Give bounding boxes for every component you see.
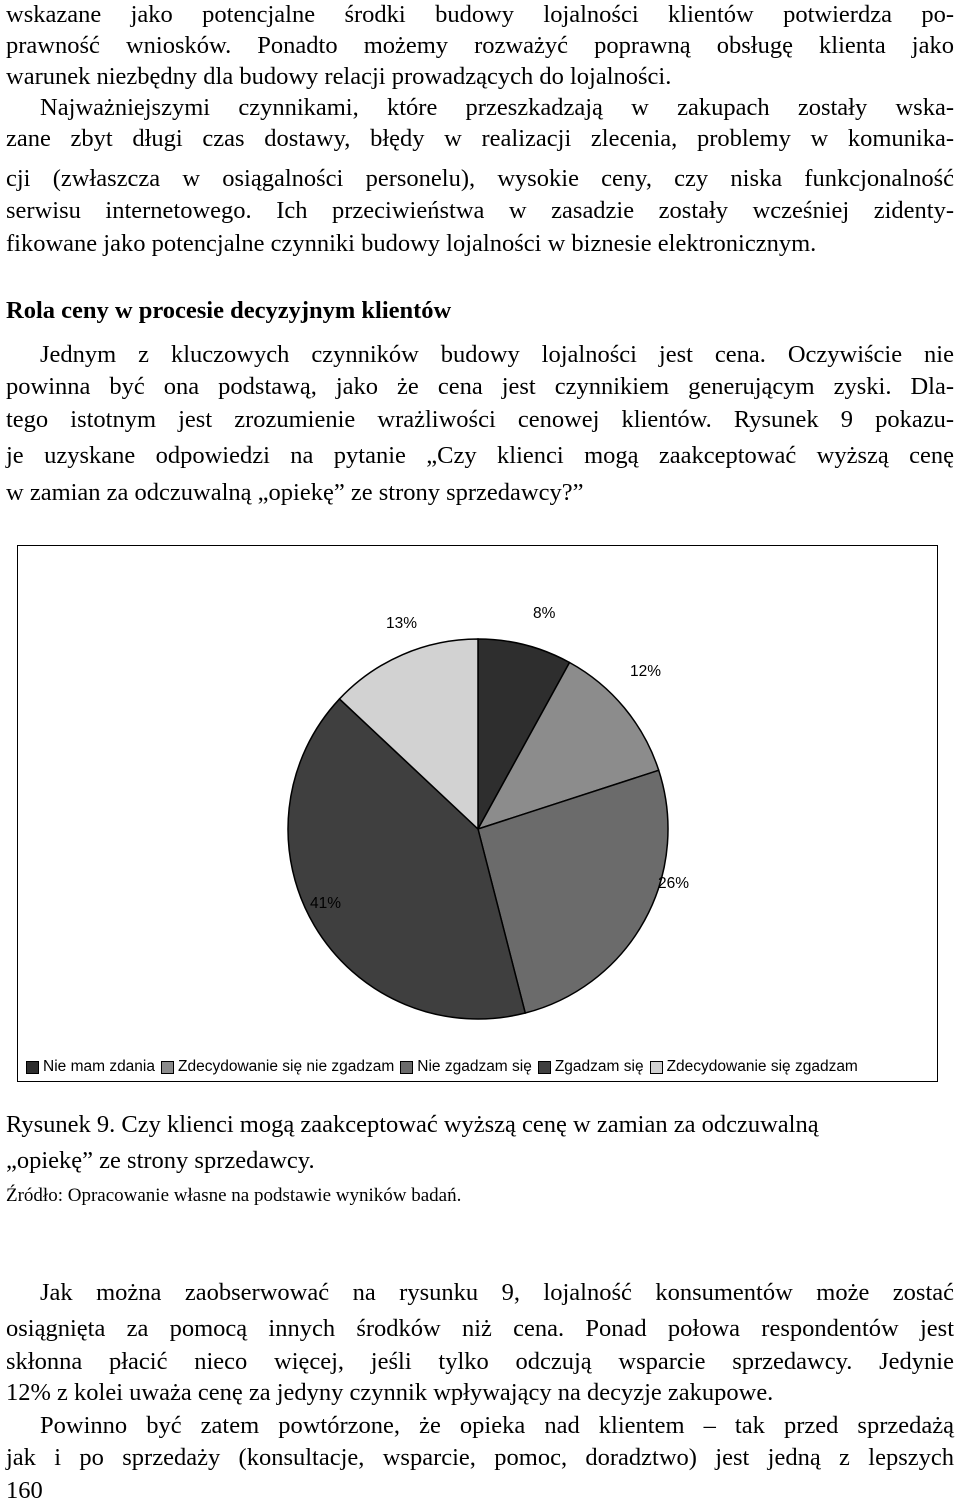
body-text-line: prawność wniosków. Ponadto możemy rozważyć poprawną obsługę klienta jako <box>6 32 954 59</box>
body-text-line: w zamian za odczuwalną „opiekę” ze strony sprzedawcy?” <box>6 479 584 506</box>
figure-source: Źródło: Opracowanie własne na podstawie wyników badań. <box>6 1185 462 1206</box>
slice-label: 8% <box>533 605 556 622</box>
legend-item <box>400 1058 532 1076</box>
slice-label: 41% <box>310 895 342 912</box>
body-text-line: wskazane jako potencjalne środki budowy lojalności klientów potwierdza po- <box>6 1 954 28</box>
body-text-line: je uzyskane odpowiedzi na pytanie „Czy klienci mogą zaakceptować wyższą cenę <box>6 442 954 469</box>
body-text-line: cji (zwłaszcza w osiągalności personelu), wysokie ceny, czy niska funkcjonalność <box>6 165 954 192</box>
body-text-line: Jak można zaobserwować na rysunku 9, lojalność konsumentów może zostać <box>40 1279 954 1306</box>
pie-chart-figure <box>17 545 938 1082</box>
legend-swatch <box>26 1061 39 1074</box>
body-text-line: jak i po sprzedaży (konsultacje, wsparcie, pomoc, doradztwo) jest jedną z lepszych <box>6 1444 954 1471</box>
legend-label: Zgadzam się <box>554 1058 644 1075</box>
section-heading: Rola ceny w procesie decyzyjnym klientów <box>6 297 452 324</box>
body-text-line: 12% z kolei uważa cenę za jedyny czynnik wpływający na decyzje zakupowe. <box>6 1379 774 1406</box>
body-text-line: powinna być ona podstawą, jako że cena jest czynnikiem generującym zyski. Dla- <box>6 373 954 400</box>
body-text-line: fikowane jako potencjalne czynniki budowy lojalności w biznesie elektronicznym. <box>6 230 817 257</box>
body-text-line: Najważniejszymi czynnikami, które przeszkadzają w zakupach zostały wska- <box>40 94 954 121</box>
body-text-line: osiągnięta za pomocą innych środków niż cena. Ponad połowa respondentów jest <box>6 1315 954 1342</box>
slice-label: 26% <box>658 875 690 892</box>
body-text-line: serwisu internetowego. Ich przeciwieństwa w zasadzie zostały wcześniej zidenty- <box>6 197 954 224</box>
legend-swatch <box>538 1061 551 1074</box>
legend-label: Zdecydowanie się nie zgadzam <box>178 1058 395 1075</box>
pie-chart <box>18 546 939 1046</box>
legend-label: Zdecydowanie się zgadzam <box>666 1058 858 1075</box>
legend-item <box>161 1058 394 1076</box>
body-text-line: zane zbyt długi czas dostawy, błędy w realizacji zlecenia, problemy w komunika- <box>6 125 954 152</box>
legend-label: Nie zgadzam się <box>417 1058 532 1075</box>
legend-swatch <box>650 1061 663 1074</box>
legend-item <box>538 1058 644 1076</box>
figure-caption: „opiekę” ze strony sprzedawcy. <box>6 1147 315 1174</box>
chart-legend <box>26 1056 864 1078</box>
legend-item <box>650 1058 858 1076</box>
legend-swatch <box>400 1061 413 1074</box>
legend-label: Nie mam zdania <box>43 1058 155 1075</box>
slice-label: 13% <box>386 615 418 632</box>
legend-swatch <box>161 1061 174 1074</box>
body-text-line: Jednym z kluczowych czynników budowy lojalności jest cena. Oczywiście nie <box>40 341 954 368</box>
page-number: 160 <box>6 1477 43 1504</box>
body-text-line: tego istotnym jest zrozumienie wrażliwości cenowej klientów. Rysunek 9 pokazu- <box>6 406 954 433</box>
body-text-line: skłonna płacić nieco więcej, jeśli tylko odczują wsparcie sprzedawcy. Jedynie <box>6 1348 954 1375</box>
body-text-line: warunek niezbędny dla budowy relacji prowadzących do lojalności. <box>6 63 672 90</box>
slice-label: 12% <box>630 663 662 680</box>
legend-item <box>26 1058 155 1076</box>
figure-caption: Rysunek 9. Czy klienci mogą zaakceptować wyższą cenę w zamian za odczuwalną <box>6 1111 819 1138</box>
body-text-line: Powinno być zatem powtórzone, że opieka nad klientem – tak przed sprzedażą <box>40 1412 954 1439</box>
